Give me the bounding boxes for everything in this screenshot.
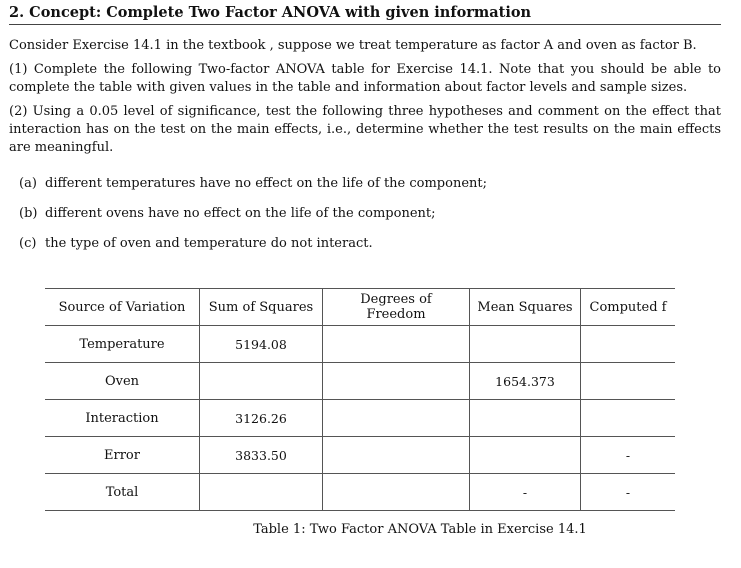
table-caption-wrapper — [0, 522, 712, 537]
table-row — [45, 363, 675, 400]
hypothesis-item — [19, 175, 721, 193]
df-cell — [323, 363, 470, 400]
ms-cell — [470, 437, 581, 474]
source-cell: Interaction — [45, 400, 200, 437]
source-cell: Error — [45, 437, 200, 474]
part2-paragraph: (2) Using a 0.05 level of significance, test the following three hypotheses and comment on the effect that interaction has on the test on the main effects, i.e., determine whether the test results on the main effects are meaningful. — [9, 104, 721, 155]
source-cell: Total — [45, 474, 200, 511]
f-cell: - — [581, 474, 676, 511]
hypothesis-item — [19, 205, 721, 223]
hypothesis-text: different temperatures have no effect on the life of the component; — [45, 176, 487, 191]
source-cell: Temperature — [45, 326, 200, 363]
ss-cell — [200, 363, 323, 400]
source-cell: Oven — [45, 363, 200, 400]
problem-section — [9, 0, 721, 265]
ms-cell: - — [470, 474, 581, 511]
ss-cell: 3126.26 — [200, 400, 323, 437]
hypothesis-label: (a) — [19, 176, 37, 191]
column-header-f: Computed f — [581, 289, 676, 326]
intro-paragraph: Consider Exercise 14.1 in the textbook , suppose we treat temperature as factor A and oven as factor B. — [9, 38, 697, 53]
hypothesis-label: (b) — [19, 206, 38, 221]
f-cell — [581, 363, 676, 400]
table-caption: Table 1: Two Factor ANOVA Table in Exercise 14.1 — [253, 522, 587, 537]
hypothesis-item — [19, 235, 721, 253]
hypothesis-text: the type of oven and temperature do not interact. — [45, 236, 373, 251]
ss-cell: 5194.08 — [200, 326, 323, 363]
f-cell — [581, 326, 676, 363]
table-row — [45, 474, 675, 511]
table-row — [45, 437, 675, 474]
column-header-ss: Sum of Squares — [200, 289, 323, 326]
df-cell — [323, 326, 470, 363]
column-header-ms: Mean Squares — [470, 289, 581, 326]
table-row — [45, 326, 675, 363]
ms-cell — [470, 326, 581, 363]
hypotheses-list — [19, 175, 721, 253]
hypothesis-text: different ovens have no effect on the life of the component; — [45, 206, 436, 221]
ss-cell — [200, 474, 323, 511]
df-cell — [323, 437, 470, 474]
section-heading: 2. Concept: Complete Two Factor ANOVA with given information — [9, 4, 721, 25]
df-cell — [323, 474, 470, 511]
column-header-source: Source of Variation — [45, 289, 200, 326]
f-cell: - — [581, 437, 676, 474]
table-row — [45, 400, 675, 437]
f-cell — [581, 400, 676, 437]
anova-table — [45, 288, 675, 511]
hypothesis-label: (c) — [19, 236, 37, 251]
df-cell — [323, 400, 470, 437]
ms-cell — [470, 400, 581, 437]
ss-cell: 3833.50 — [200, 437, 323, 474]
part1-paragraph: (1) Complete the following Two-factor ANOVA table for Exercise 14.1. Note that you should be able to complete the table with given values in the table and information about factor levels and sample sizes. — [9, 62, 721, 95]
ms-cell: 1654.373 — [470, 363, 581, 400]
table-header-row — [45, 289, 675, 326]
column-header-df: Degrees of Freedom — [323, 289, 470, 326]
